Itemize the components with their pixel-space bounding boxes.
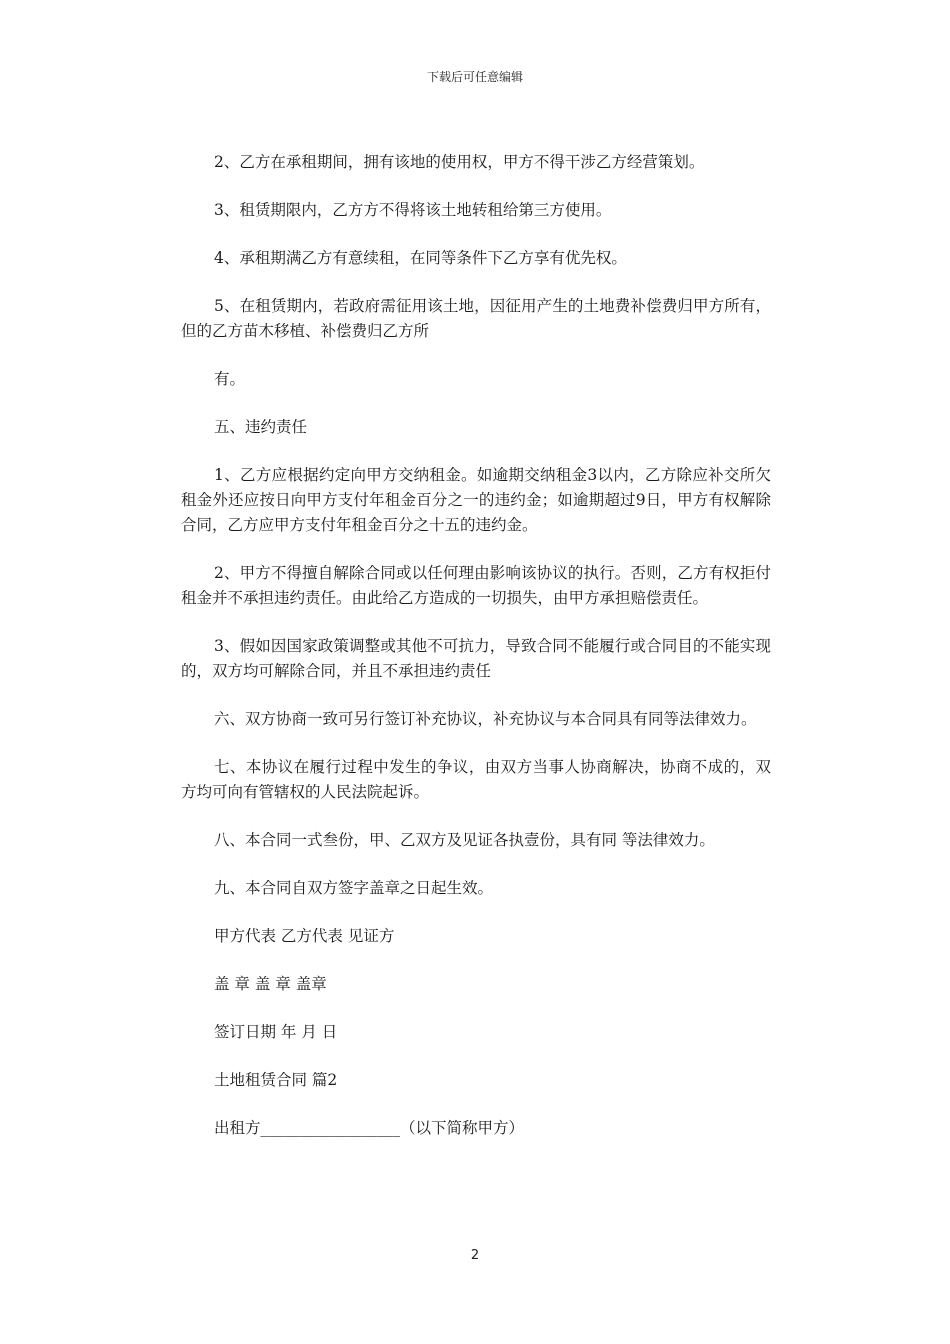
clause-4-3: 3、租赁期限内，乙方方不得将该土地转租给第三方使用。	[214, 201, 612, 219]
section-7: 七、本协议在履行过程中发生的争议，由双方当事人协商解决，协商不成的，双方均可向有管辖权的人民法院起诉。	[181, 758, 771, 801]
seal-labels: 盖 章 盖 章 盖章	[214, 975, 327, 993]
page-header: 下载后可任意编辑	[426, 70, 523, 84]
clause-5-1: 1、乙方应根据约定向甲方交纳租金。如逾期交纳租金3以内，乙方除应补交所欠租金外还应按日向甲方支付年租金百分之一的违约金；如逾期超过9日，甲方有权解除合同，乙方应甲方支付年租金百分之十五的违约金。	[181, 466, 771, 534]
clause-4-4: 4、承租期满乙方有意续租，在同等条件下乙方享有优先权。	[214, 249, 627, 267]
section-heading-breach: 五、违约责任	[214, 418, 308, 436]
contract-title-part-2: 土地租赁合同 篇2	[214, 1071, 338, 1089]
clause-4-5: 5、在租赁期内，若政府需征用该土地，因征用产生的土地费补偿费归甲方所有，但的乙方苗木移植、补偿费归乙方所	[181, 297, 771, 340]
clause-4-2: 2、乙方在承租期间，拥有该地的使用权，甲方不得干涉乙方经营策划。	[214, 153, 705, 171]
section-6: 六、双方协商一致可另行签订补充协议，补充协议与本合同具有同等法律效力。	[214, 710, 757, 728]
signatory-labels: 甲方代表 乙方代表 见证方	[214, 927, 395, 945]
document-body	[181, 150, 771, 1164]
clause-5-3: 3、假如因国家政策调整或其他不可抗力，导致合同不能履行或合同目的不能实现的，双方均可解除合同，并且不承担违约责任	[181, 637, 771, 680]
section-8: 八、本合同一式叁份，甲、乙双方及见证各执壹份，具有同 等法律效力。	[214, 831, 715, 849]
clause-5-2: 2、甲方不得擅自解除合同或以任何理由影响该协议的执行。否则，乙方有权拒付租金并不承担违约责任。由此给乙方造成的一切损失，由甲方承担赔偿责任。	[181, 564, 771, 607]
clause-4-5-continued: 有。	[214, 370, 246, 388]
lessor-line: 出租方__________________（以下简称甲方）	[214, 1119, 525, 1137]
section-9: 九、本合同自双方签字盖章之日起生效。	[214, 879, 494, 897]
signing-date: 签订日期 年 月 日	[214, 1023, 338, 1041]
page-number: 2	[470, 1248, 480, 1263]
